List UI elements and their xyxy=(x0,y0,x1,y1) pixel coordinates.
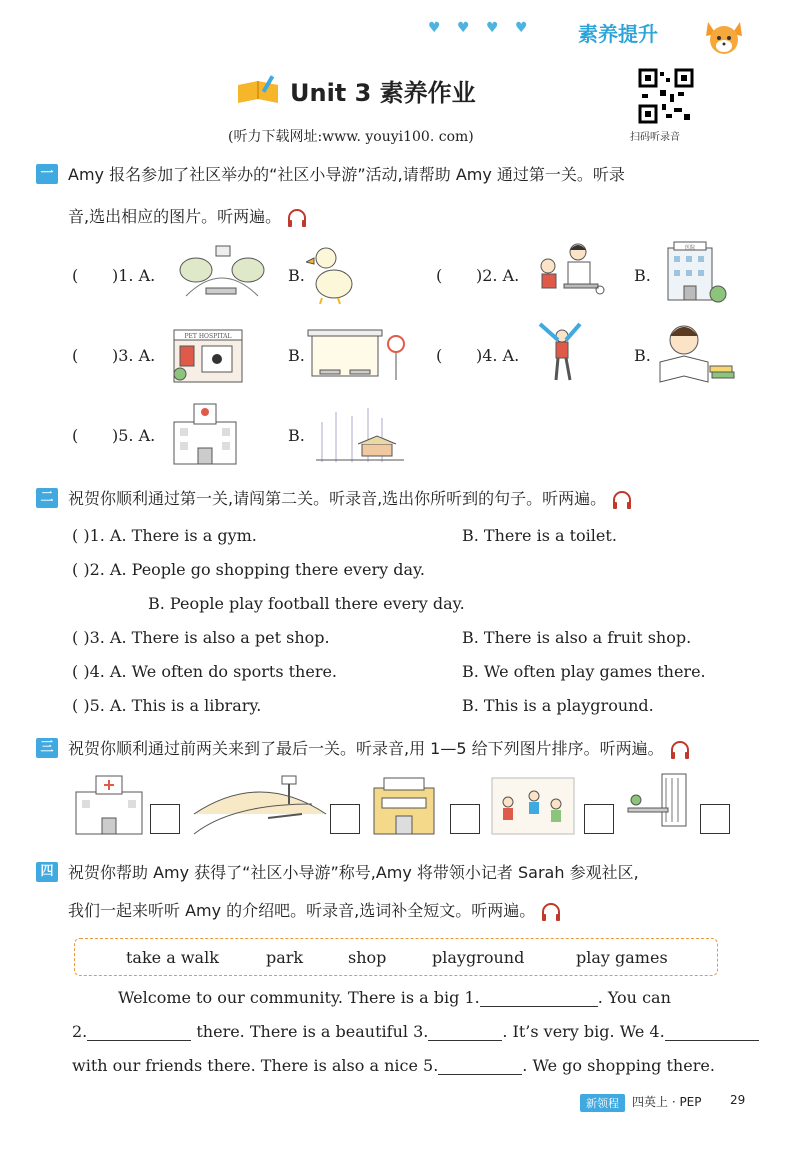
word-bank-item: shop xyxy=(348,948,387,967)
s1-q4-label: )4. A. xyxy=(476,346,520,365)
blank-number-1: 1. xyxy=(464,988,480,1007)
s2-q1-option-a: ( )1. A. There is a gym. xyxy=(72,526,257,545)
passage-line2 xyxy=(72,1022,759,1041)
hospital-sign-text: 医院 xyxy=(684,245,696,251)
passage-text: Welcome to our community. There is a big xyxy=(118,988,460,1007)
s1-q5-paren: ( xyxy=(72,426,79,445)
blank-2-input[interactable] xyxy=(87,1022,191,1041)
passage-text: . It’s very big. We xyxy=(502,1022,645,1041)
s1-q4-paren: ( xyxy=(436,346,443,365)
s1-q2-b: B. xyxy=(634,266,651,285)
section2-instruction-text: 祝贺你顺利通过第一关,请闯第二关。听录音,选出你所听到的句子。听两遍。 xyxy=(68,489,607,508)
s1-q2-paren: ( xyxy=(436,266,443,285)
headphones-icon xyxy=(540,901,562,923)
s1-q4-b: B. xyxy=(634,346,651,365)
pet-hospital-sign-text: PET HOSPITAL xyxy=(184,333,232,340)
s2-q3-option-b: B. There is also a fruit shop. xyxy=(462,628,692,647)
s1-q3-b: B. xyxy=(288,346,305,365)
section2-number xyxy=(36,486,58,508)
blank-number-5: 5. xyxy=(423,1056,439,1075)
s1-q1-b: B. xyxy=(288,266,305,285)
s2-q4-option-a: ( )4. A. We often do sports there. xyxy=(72,662,338,681)
s2-q4-option-b: B. We often play games there. xyxy=(462,662,706,681)
section3-instruction xyxy=(68,736,691,761)
word-bank-item: playground xyxy=(432,948,525,967)
section1-instruction-text: 音,选出相应的图片。听两遍。 xyxy=(68,207,282,226)
blank-1-input[interactable] xyxy=(480,988,598,1007)
kids-playing-sequence-picture xyxy=(490,774,576,836)
blank-number-2: 2. xyxy=(72,1022,88,1041)
hospital-building-picture xyxy=(654,240,730,304)
paw-prints-decoration: ♥ ♥ ♥ ♥ xyxy=(428,20,534,36)
order-answer-box-3[interactable] xyxy=(450,804,480,834)
headphones-icon xyxy=(286,207,308,229)
page-title: Unit 3 素养作业 xyxy=(290,78,476,107)
s1-q3-label: )3. A. xyxy=(112,346,156,365)
s2-q2-option-b: B. People play football there every day. xyxy=(148,594,465,613)
section4-instruction-text: 我们一起来听听 Amy 的介绍吧。听录音,选词补全短文。听两遍。 xyxy=(68,901,536,920)
qr-code-icon[interactable] xyxy=(638,68,694,124)
park-picture xyxy=(176,240,268,304)
order-answer-box-4[interactable] xyxy=(584,804,614,834)
s2-q5-option-a: ( )5. A. This is a library. xyxy=(72,696,262,715)
doctor-picture xyxy=(534,240,608,302)
s1-q1-paren: ( xyxy=(72,266,79,285)
blank-5-input[interactable] xyxy=(438,1056,522,1075)
download-url: (听力下载网址:www. youyi100. com) xyxy=(228,129,474,145)
passage-line3 xyxy=(72,1056,715,1075)
s1-q2-label: )2. A. xyxy=(476,266,520,285)
footer-book-label: 四英上 · PEP xyxy=(632,1095,702,1109)
footer-brand-tag: 新领程 xyxy=(580,1094,625,1112)
book-pencil-icon xyxy=(236,75,280,105)
section4-instruction-line1: 祝贺你帮助 Amy 获得了“社区小导游”称号,Amy 将带领小记者 Sarah 参观社区, xyxy=(68,863,639,882)
headphones-icon xyxy=(669,739,691,761)
pet-hospital-picture xyxy=(172,328,244,384)
word-bank-item: park xyxy=(266,948,304,967)
section3-number xyxy=(36,736,58,758)
passage-text: . You can xyxy=(597,988,671,1007)
section2-instruction xyxy=(68,486,633,511)
fountain-plaza-picture xyxy=(312,402,408,466)
headphones-icon xyxy=(611,489,633,511)
fox-mascot-icon xyxy=(700,12,748,60)
section-number-badge: 一 xyxy=(36,164,58,184)
s1-q5-label: )5. A. xyxy=(112,426,156,445)
duck-picture xyxy=(306,242,354,304)
passage-text: . We go shopping there. xyxy=(522,1056,715,1075)
blank-number-4: 4. xyxy=(649,1022,665,1041)
s2-q2-option-a: ( )2. A. People go shopping there every day. xyxy=(72,560,425,579)
bus-stop-picture xyxy=(306,326,406,382)
passage-text: there. There is a beautiful xyxy=(196,1022,408,1041)
title-block xyxy=(236,70,476,110)
s2-q3-option-a: ( )3. A. There is also a pet shop. xyxy=(72,628,330,647)
section-number-badge: 二 xyxy=(36,488,58,508)
hospital-sequence-picture xyxy=(72,774,146,836)
section3-instruction-text: 祝贺你顺利通过前两关来到了最后一关。听录音,用 1—5 给下列图片排序。听两遍。 xyxy=(68,739,664,758)
s2-q1-option-b: B. There is a toilet. xyxy=(462,526,617,545)
section-number-badge: 四 xyxy=(36,862,58,882)
page-number: 29 xyxy=(730,1093,746,1107)
library-sequence-picture xyxy=(626,770,690,836)
section4-number xyxy=(36,860,58,882)
order-answer-box-1[interactable] xyxy=(150,804,180,834)
blank-number-3: 3. xyxy=(413,1022,429,1041)
s1-q5-b: B. xyxy=(288,426,305,445)
section-number-badge: 三 xyxy=(36,738,58,758)
word-bank-item: play games xyxy=(576,948,668,967)
section-badge: 素养提升 xyxy=(578,22,658,46)
qr-label: 扫码听录音 xyxy=(630,132,680,143)
s2-q5-option-b: B. This is a playground. xyxy=(462,696,654,715)
order-answer-box-2[interactable] xyxy=(330,804,360,834)
section1-number xyxy=(36,162,58,184)
order-answer-box-5[interactable] xyxy=(700,804,730,834)
blank-4-input[interactable] xyxy=(665,1022,759,1041)
section1-instruction-line2 xyxy=(68,204,308,229)
blank-3-input[interactable] xyxy=(428,1022,502,1041)
section4-instruction-line2 xyxy=(68,898,562,923)
section1-instruction-line1: Amy 报名参加了社区举办的“社区小导游”活动,请帮助 Amy 通过第一关。听录 xyxy=(68,165,625,184)
playground-sequence-picture xyxy=(192,774,328,836)
school-building-picture xyxy=(168,402,242,466)
shop-building-sequence-picture xyxy=(368,774,440,836)
passage-text: with our friends there. There is also a nice xyxy=(72,1056,418,1075)
passage-line1 xyxy=(118,988,671,1007)
reading-boy-picture xyxy=(654,318,736,386)
s1-q1-label: )1. A. xyxy=(112,266,156,285)
exercising-boy-picture xyxy=(536,322,586,384)
s1-q3-paren: ( xyxy=(72,346,79,365)
word-bank-item: take a walk xyxy=(126,948,219,967)
